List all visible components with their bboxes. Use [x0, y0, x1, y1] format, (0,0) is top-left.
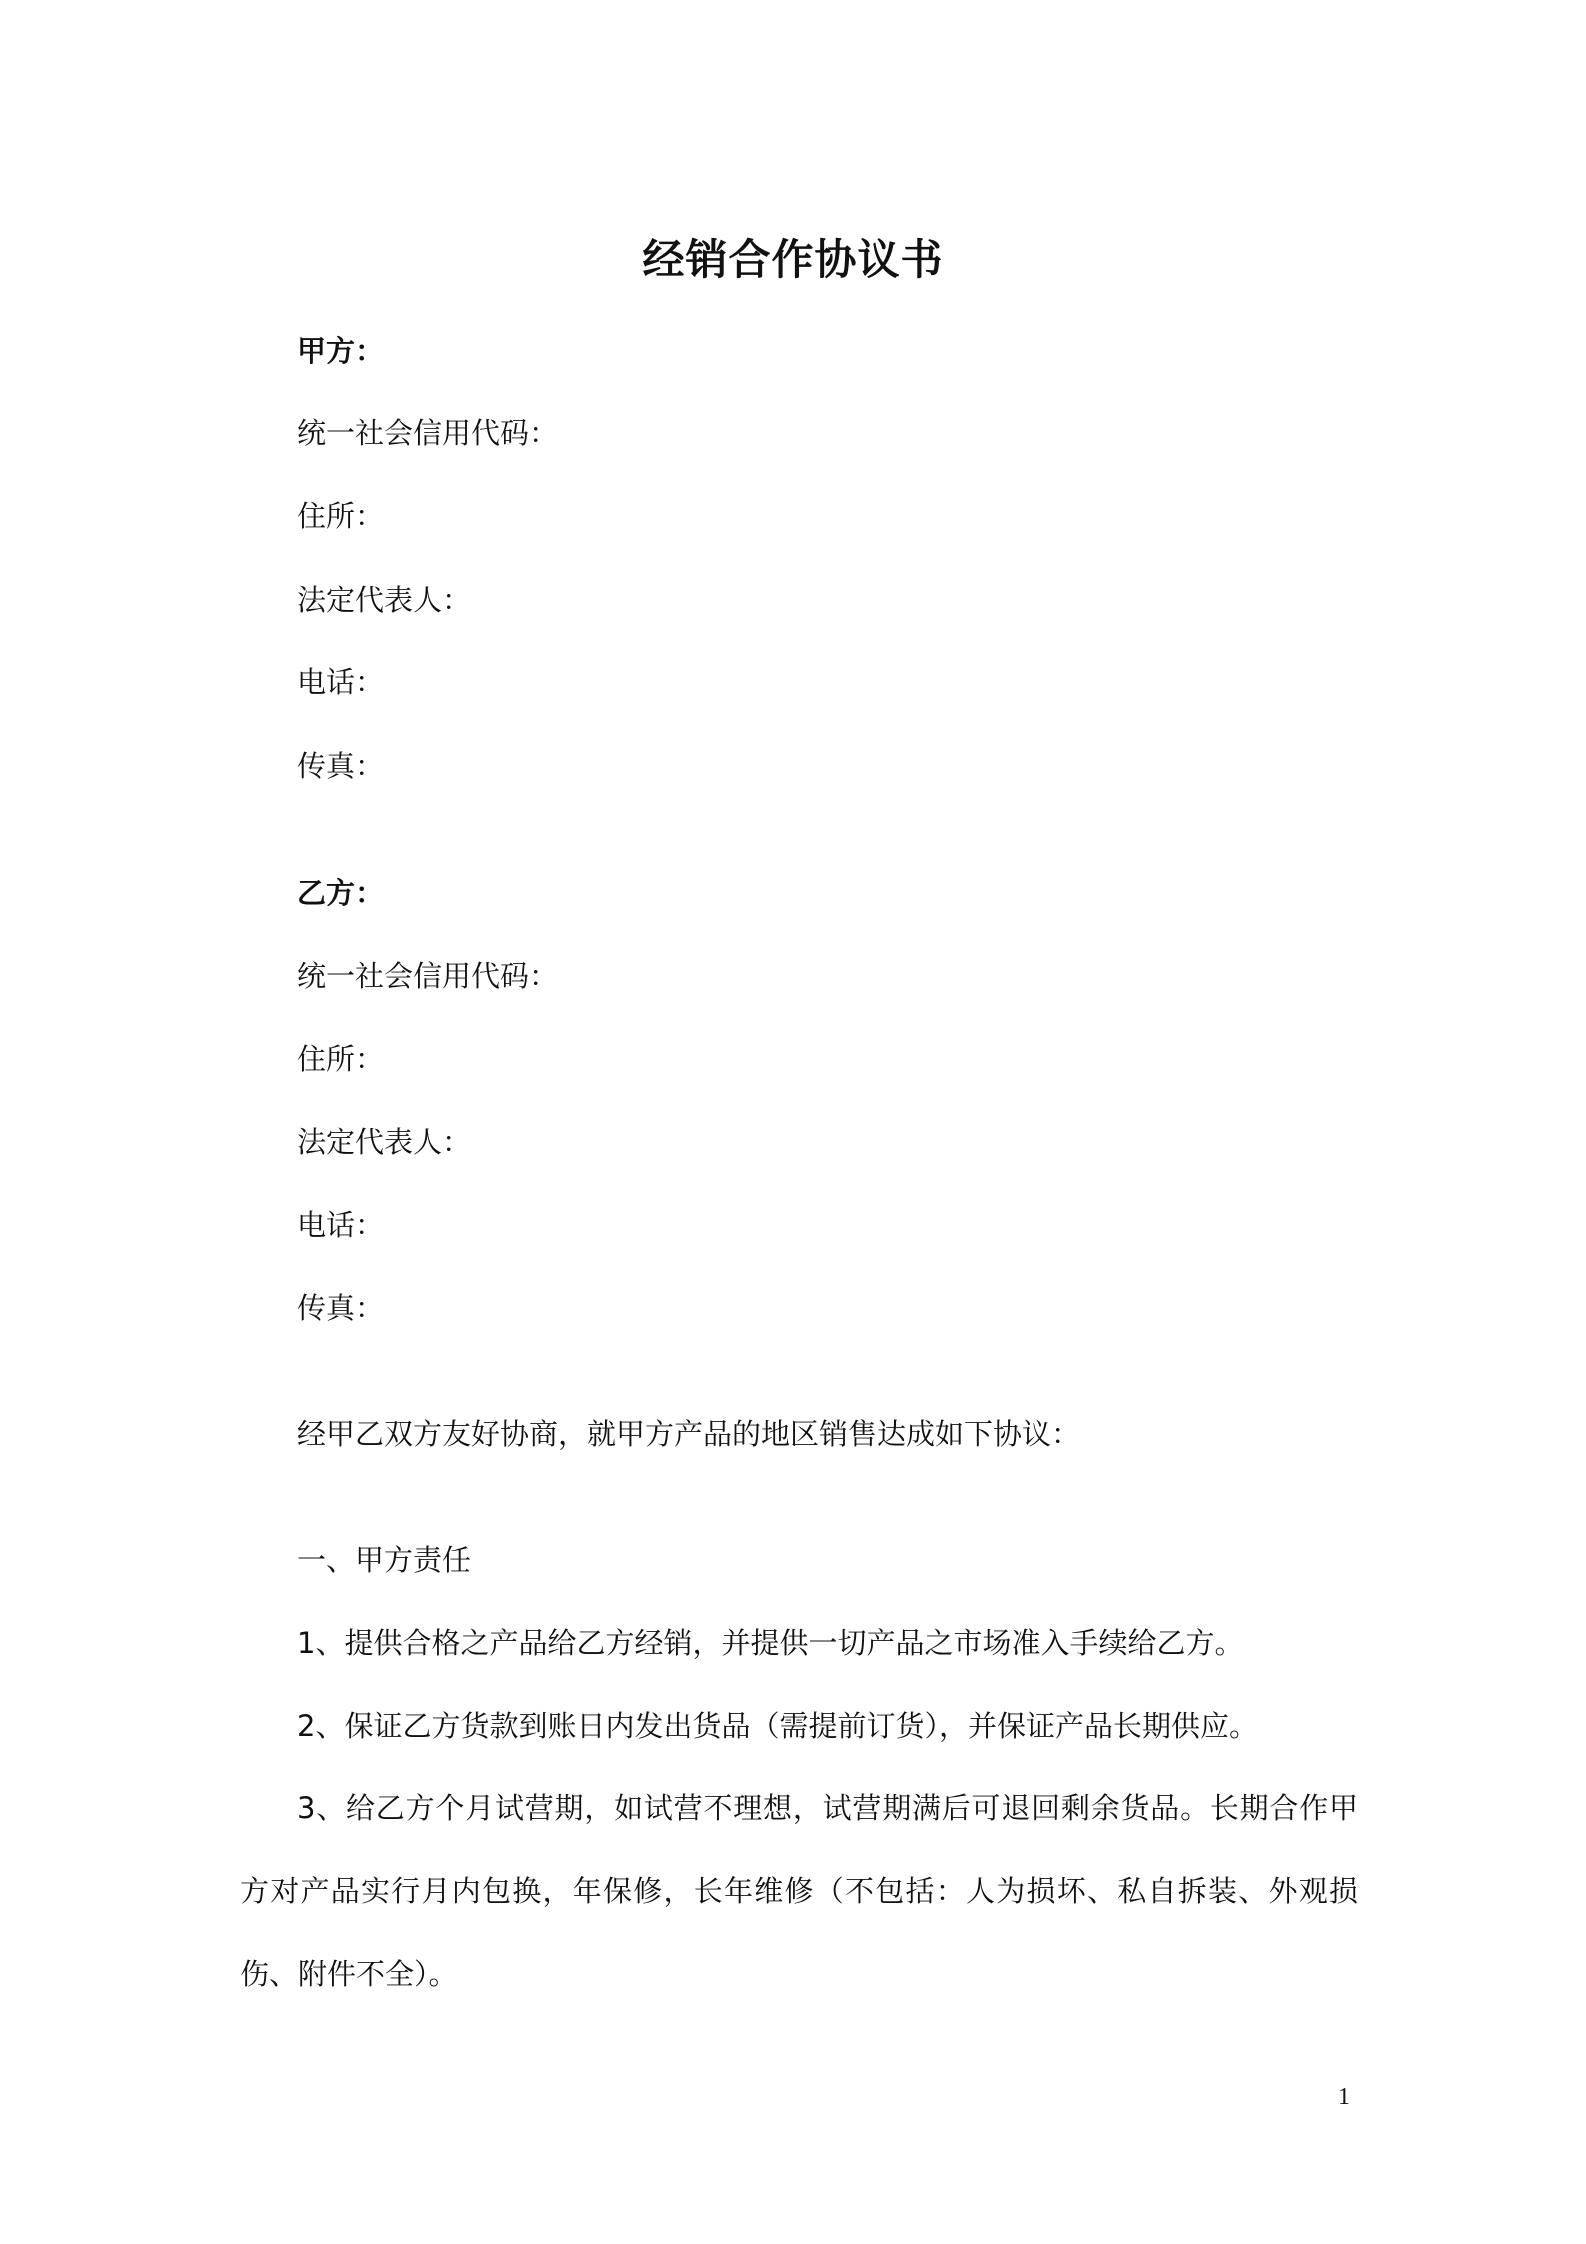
party-a-address-label: 住所：: [297, 499, 385, 533]
party-a-legal-rep-label: 法定代表人：: [297, 583, 472, 617]
section-1-item-2: 2、保证乙方货款到账日内发出货品（需提前订货），并保证产品长期供应。: [297, 1709, 1258, 1743]
document-title: 经销合作协议书: [642, 235, 944, 284]
party-a-credit-code-label: 统一社会信用代码：: [297, 416, 559, 450]
section-1-item-1: 1、提供合格之产品给乙方经销，并提供一切产品之市场准入手续给乙方。: [297, 1626, 1244, 1660]
party-b-heading: 乙方：: [297, 876, 385, 910]
party-b-address-label: 住所：: [297, 1042, 385, 1076]
party-b-phone-label: 电话：: [297, 1208, 385, 1242]
party-a-phone-label: 电话：: [297, 665, 385, 699]
party-b-fax-label: 传真：: [297, 1291, 385, 1325]
preamble: 经甲乙双方友好协商，就甲方产品的地区销售达成如下协议：: [297, 1417, 1081, 1451]
section-1-heading: 一、甲方责任: [297, 1543, 472, 1577]
section-1-item-3: 3、给乙方个月试营期，如试营不理想，试营期满后可退回剩余货品。长期合作甲方对产品实行月内包换，年保修，长年维修（不包括：人为损坏、私自拆装、外观损伤、附件不全）。: [240, 1791, 1358, 1991]
party-a-fax-label: 传真：: [297, 749, 385, 783]
party-b-legal-rep-label: 法定代表人：: [297, 1125, 472, 1159]
party-a-heading: 甲方：: [297, 334, 385, 368]
page-number: 1: [1338, 2084, 1350, 2110]
party-b-credit-code-label: 统一社会信用代码：: [297, 959, 559, 993]
